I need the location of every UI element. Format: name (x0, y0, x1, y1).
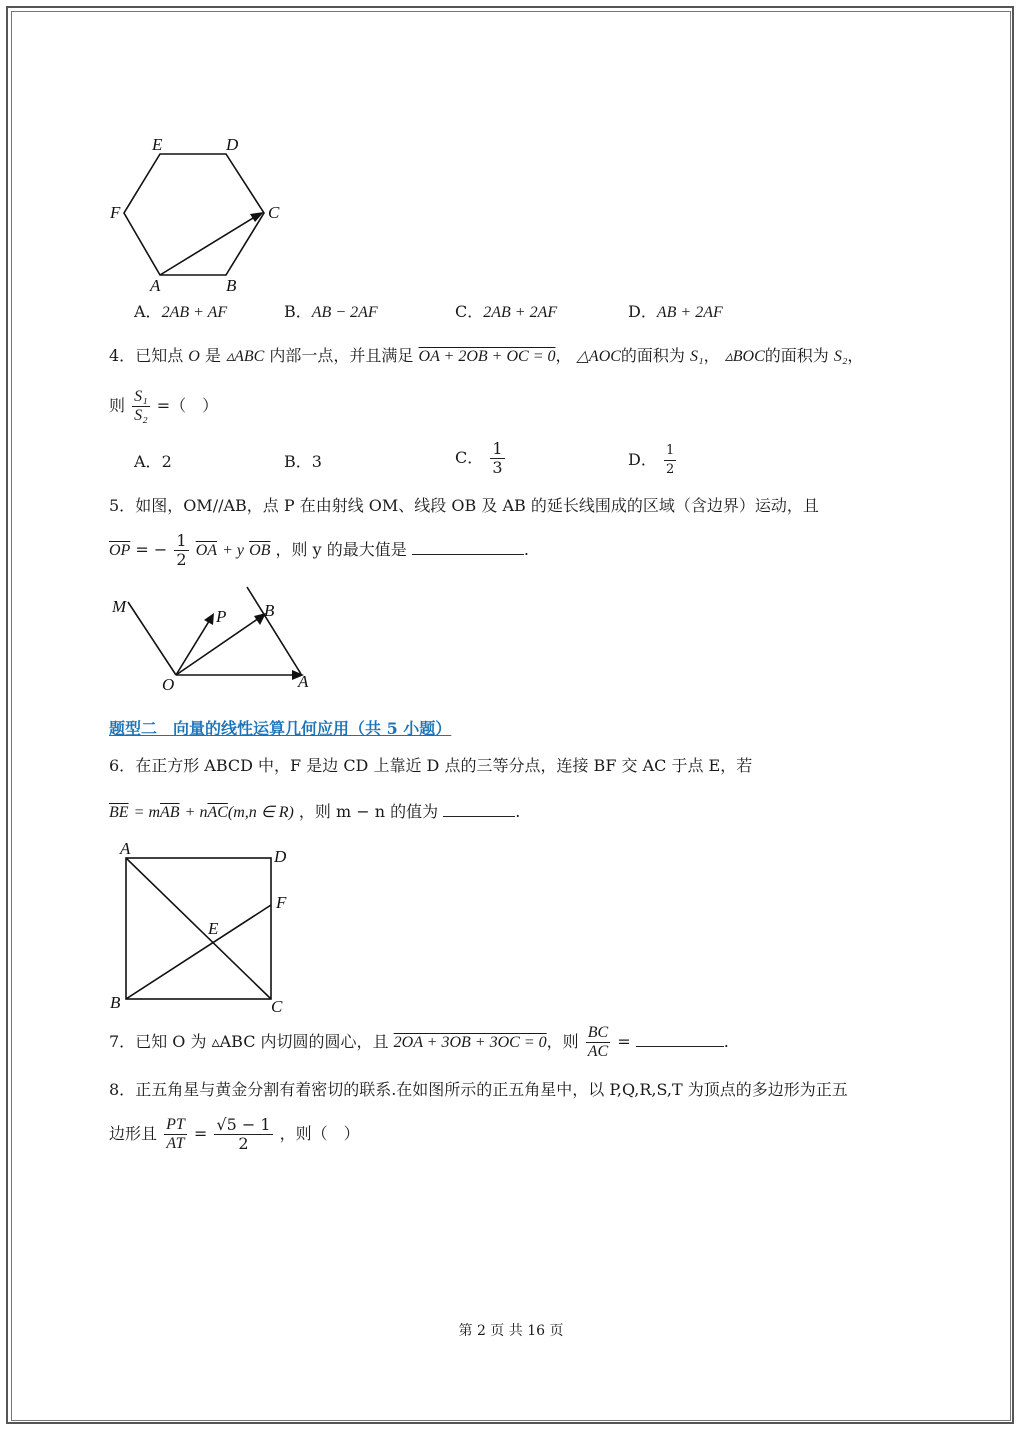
hex-label-e: E (152, 135, 163, 154)
fig5-label-m: M (112, 597, 127, 616)
q3-option-b: B．AB − 2AF (284, 302, 378, 321)
q6-answer-blank[interactable] (443, 802, 515, 817)
q4-option-c: C． $\frac{1}{3}$ (455, 439, 503, 477)
fig5-label-b: B (264, 601, 275, 620)
q5-answer-blank[interactable] (412, 540, 524, 555)
q4-line2: 则 $\frac{\text{S₁}}{\text{S₂}}$ =（ ） (109, 388, 219, 424)
hex-label-a: A (150, 276, 161, 295)
hex-label-c: C (268, 203, 280, 222)
q3-option-c: C．2AB + 2AF (455, 302, 558, 321)
q4-option-b: B．3 (284, 452, 322, 471)
q3-option-a: A．2AB + AF (134, 302, 228, 321)
fig5-label-a: A (298, 672, 309, 691)
q3-option-d: D．AB + 2AF (628, 302, 723, 321)
fig6-label-f: F (276, 893, 287, 912)
q4-line1: 4．已知点 O 是 ▵ABC 内部一点，并且满足 OA + 2OB + OC = 0， △AOC的面积为 S₁， ▵BOC的面积为 S₂， (109, 346, 864, 365)
hex-label-f: F (110, 203, 121, 222)
square-figure (104, 838, 304, 1018)
section-heading: 题型二 向量的线性运算几何应用（共 5 小题） (109, 719, 452, 738)
fig6-label-b: B (110, 993, 121, 1012)
q5-line1: 5．如图，OM//AB，点 P 在由射线 OM、线段 OB 及 AB 的延长线围成的区域（含边界）运动，且 (109, 496, 819, 515)
fig6-label-e: E (208, 919, 219, 938)
ray-figure (104, 582, 324, 697)
q7-line: 7．已知 O 为 ▵ABC 内切圆的圆心，且 2OA + 3OB + 3OC = 0，则 $\frac{BC}{AC}$ = . (109, 1024, 729, 1060)
q8-line2: 边形且 $\frac{PT}{AT}$ = $\frac{√5 - 1}{2}$ ，则（ ） (109, 1115, 360, 1153)
q8-line1: 8．正五角星与黄金分割有着密切的联系.在如图所示的正五角星中，以 P,Q,R,S,T 为顶点的多边形为正五 (109, 1080, 848, 1099)
hexagon-figure (100, 128, 300, 298)
fig5-label-o: O (162, 675, 175, 694)
q4-option-d: D． $\frac{1}{2}$ (628, 443, 675, 477)
hex-label-b: B (226, 276, 237, 295)
page-footer: 第 2 页 共 16 页 (458, 1323, 564, 1339)
q6-line2: $\overline{BE} = m\overline{AB} + n\overline{AC}(m,n$ ∈ R) ，则 m − n 的值为 . (109, 802, 521, 821)
fig6-label-d: D (274, 847, 287, 866)
fig6-label-c: C (271, 997, 283, 1016)
q5-line2: $\overline{OP}$ = − $\frac{1}{2}$ $\overline{OA} + y$ $\overline{OB}$ ，则 y 的最大值是 . (109, 531, 529, 569)
fig5-label-p: P (216, 607, 227, 626)
hex-label-d: D (226, 135, 239, 154)
q4-option-a: A．2 (134, 452, 172, 471)
fig6-label-a: A (120, 839, 131, 858)
q7-answer-blank[interactable] (636, 1032, 724, 1047)
q6-line1: 6．在正方形 ABCD 中，F 是边 CD 上靠近 D 点的三等分点，连接 BF 交 AC 于点 E，若 (109, 756, 753, 775)
